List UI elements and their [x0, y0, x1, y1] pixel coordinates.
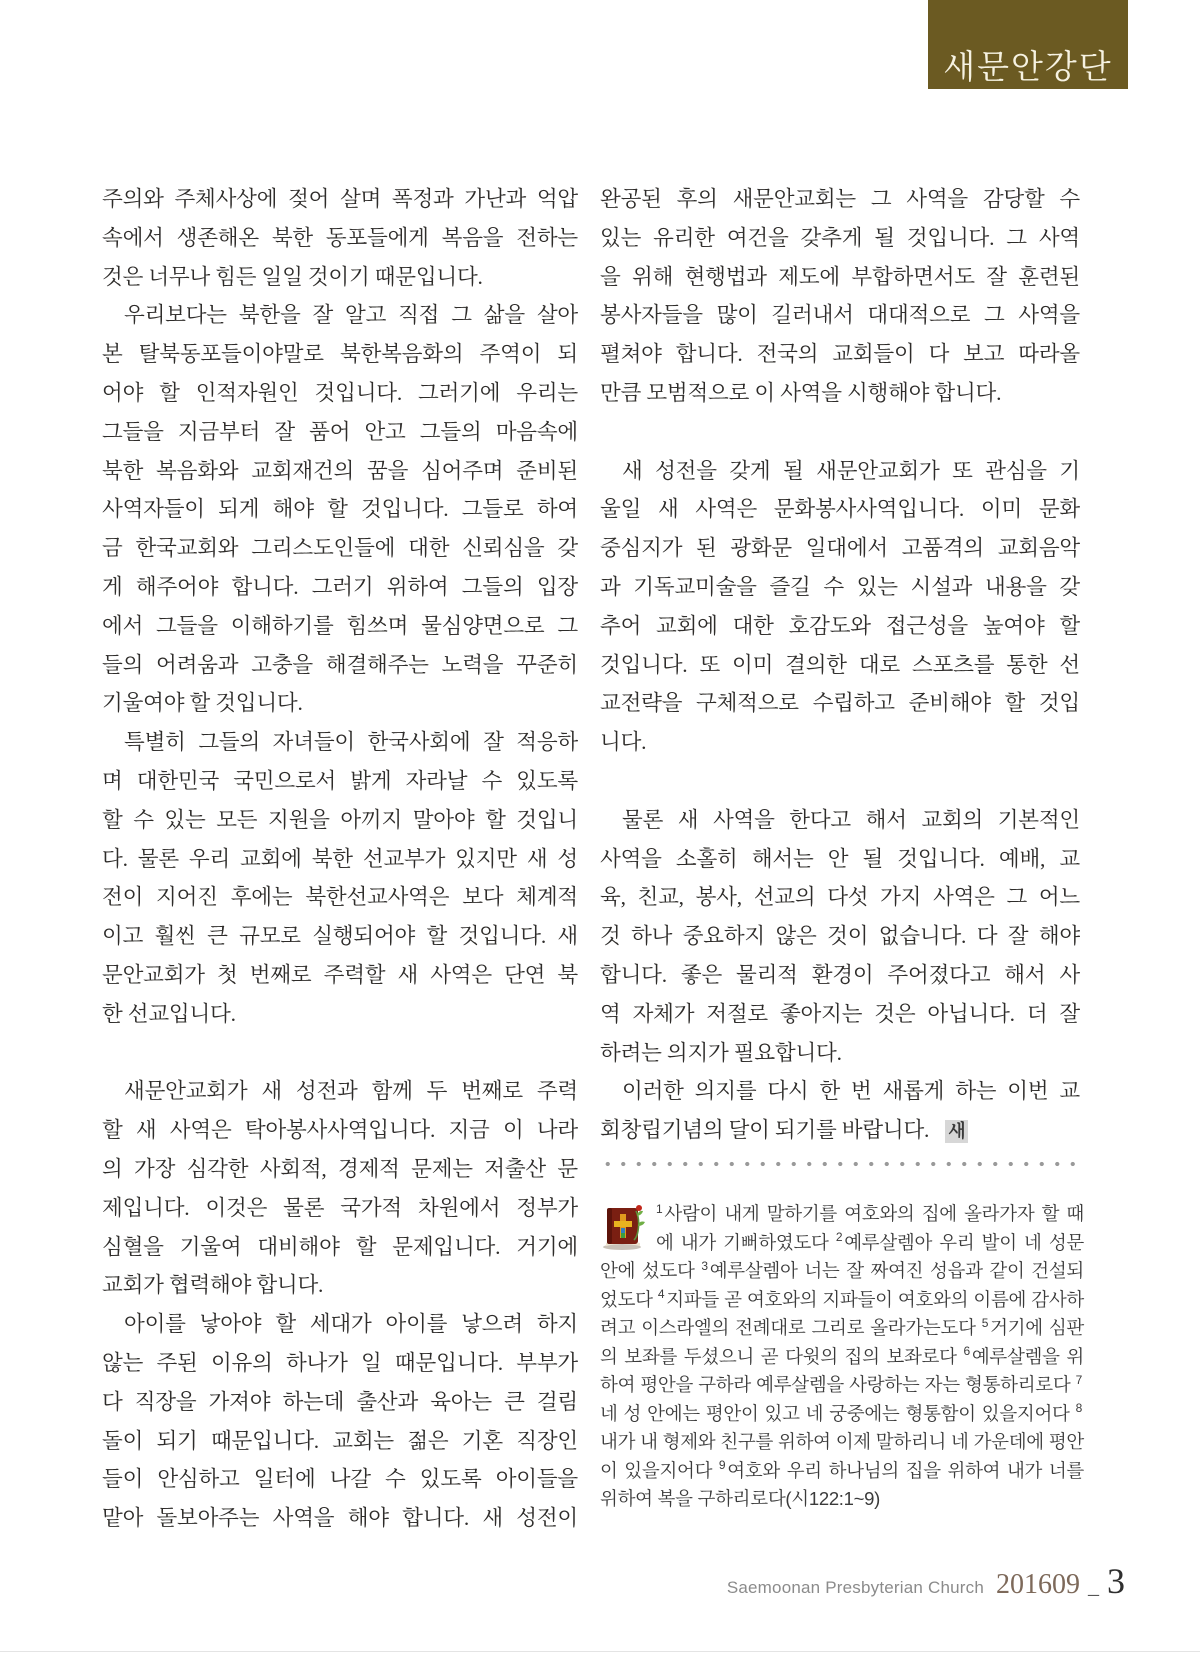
verse-number: 1: [656, 1201, 663, 1216]
end-mark: 새: [945, 1120, 968, 1143]
verse-text: 예루살렘아 너는 잘 짜여진 성읍과 같이 건설되었도다: [600, 1260, 1084, 1310]
body-text-line: 들의 어려움과 고충을 해결해주는 노력을 꾸준히: [102, 652, 578, 677]
article-column-left: [102, 180, 578, 1538]
body-text-line: 본 탈북동포들이야말로 북한복음화의 주역이 되: [102, 342, 578, 367]
verse-text: 예루살렘아 우리 발이 네 성문 안에 섰도다: [600, 1231, 1084, 1281]
body-text-line: 전이 지어진 후에는 북한선교사역은 보다 체계적: [102, 885, 578, 910]
body-text-line: 역 자체가 저절로 좋아지는 것은 아닙니다. 더 잘: [600, 1001, 1080, 1026]
scripture-reference: (시122:1~9): [785, 1488, 880, 1509]
verse-number: 3: [701, 1258, 708, 1273]
body-text-line: 며 대한민국 국민으로서 밝게 자라날 수 있도록: [102, 768, 578, 793]
body-text-line: 있는 유리한 여건을 갖추게 될 것입니다. 그 사역: [600, 225, 1080, 250]
body-text-line: 어야 할 인적자원인 것입니다. 그러기에 우리는: [102, 380, 578, 405]
verse-text: 사람이 내게 말하기를 여호와의 집에 올라가자 할 때에 내가 기뻐하였도다: [656, 1203, 1084, 1253]
verse-text: 네 성 안에는 평안이 있고 네 궁중에는 형통함이 있을지어다: [600, 1402, 1076, 1424]
body-text-line: 회창립기념의 달이 되기를 바랍니다. 새: [600, 1111, 1080, 1150]
scripture-text: [600, 1203, 1084, 1509]
body-text-line: 합니다. 좋은 물리적 환경이 주어졌다고 해서 사: [600, 962, 1080, 987]
article-column-right: [600, 180, 1080, 1150]
body-text-line: 주의와 주체사상에 젖어 살며 폭정과 가난과 억압: [102, 187, 578, 211]
verse-number: 8: [1075, 1401, 1082, 1416]
paragraph-gap: [600, 413, 1080, 452]
body-text-line: 것은 너무나 힘든 일일 것이기 때문입니다.: [102, 264, 483, 289]
page-footer: [726, 1561, 1125, 1601]
scripture-block: [600, 1200, 1084, 1514]
body-text-line: 할 수 있는 모든 지원을 아끼지 말아야 할 것입니: [102, 807, 578, 832]
verse-number: 7: [1075, 1372, 1082, 1387]
body-text-line: 추어 교회에 대한 호감도와 접근성을 높여야 할: [600, 613, 1080, 638]
body-text-line: 돌이 되기 때문입니다. 교회는 젊은 기혼 직장인: [102, 1428, 578, 1453]
body-text-line: 제입니다. 이것은 물론 국가적 차원에서 정부가: [102, 1195, 578, 1220]
page-bottom-edge: [0, 1651, 1200, 1652]
body-text-line: 이러한 의지를 다시 한 번 새롭게 하는 이번 교: [622, 1079, 1080, 1104]
body-text-line: 중심지가 된 광화문 일대에서 고품격의 교회음악: [600, 536, 1080, 561]
verse-number: 9: [718, 1458, 726, 1473]
body-text-line: 펼쳐야 합니다. 전국의 교회들이 다 보고 따라올: [600, 342, 1080, 367]
verse-number: 6: [963, 1344, 970, 1359]
body-text-line: 물론 새 사역을 한다고 해서 교회의 기본적인: [622, 807, 1080, 832]
body-text-line: 의 가장 심각한 사회적, 경제적 문제는 저출산 문: [102, 1156, 578, 1181]
body-text-line: 우리보다는 북한을 잘 알고 직접 그 삶을 살아: [124, 303, 578, 328]
body-text-line: 육, 친교, 봉사, 선교의 다섯 가지 사역은 그 어느: [600, 885, 1080, 910]
body-text-line: 이고 훨씬 큰 규모로 실행되어야 할 것입니다. 새: [102, 924, 578, 949]
body-text-line: 새문안교회가 새 성전과 함께 두 번째로 주력: [124, 1079, 578, 1104]
footer-church-name: Saemoonan Presbyterian Church: [726, 1578, 984, 1597]
body-text-line: 것 하나 중요하지 않은 것이 없습니다. 다 잘 해야: [600, 924, 1080, 949]
verse-text: 거기에 심판의 보좌를 두셨으니 곧 다윗의 집의 보좌로다: [600, 1317, 1084, 1367]
body-text-line: 들이 안심하고 일터에 나갈 수 있도록 아이들을: [102, 1467, 578, 1492]
body-text-line: 아이를 낳아야 할 세대가 아이를 낳으려 하지: [124, 1312, 578, 1337]
body-text-line: 교전략을 구체적으로 수립하고 준비해야 할 것입: [600, 691, 1080, 716]
body-text-line: 기울여야 할 것입니다.: [102, 691, 303, 716]
body-text-line: 을 위해 현행법과 제도에 부합하면서도 잘 훈련된: [600, 264, 1080, 289]
body-text-line: 사역을 소홀히 해서는 안 될 것입니다. 예배, 교: [600, 846, 1080, 871]
body-text-line: 과 기독교미술을 즐길 수 있는 시설과 내용을 갖: [600, 574, 1080, 599]
body-text-line: 교회가 협력해야 합니다.: [102, 1273, 324, 1298]
body-text-line: 만큼 모범적으로 이 사역을 시행해야 합니다.: [600, 380, 1002, 405]
dotted-separator: [600, 1161, 1082, 1167]
body-text-line: 봉사자들을 많이 길러내서 대대적으로 그 사역을: [600, 303, 1080, 328]
section-badge-label: 새문안강단: [943, 48, 1113, 85]
body-text-line: 사역자들이 되게 해야 할 것입니다. 그들로 하여: [102, 497, 578, 522]
body-text-line: 않는 주된 이유의 하나가 일 때문입니다. 부부가: [102, 1350, 578, 1375]
footer-issue-number: 201609: [996, 1569, 1080, 1600]
body-text-line: 것입니다. 또 이미 결의한 대로 스포츠를 통한 선: [600, 652, 1080, 677]
body-text-line: 완공된 후의 새문안교회는 그 사역을 감당할 수: [600, 187, 1080, 211]
body-text-line: 울일 새 사역은 문화봉사사역입니다. 이미 문화: [600, 497, 1080, 522]
body-text-line: 게 해주어야 합니다. 그러기 위하여 그들의 입장: [102, 574, 578, 599]
bible-book-icon: [600, 1202, 646, 1252]
paragraph-gap: [102, 1034, 578, 1073]
verse-number: 4: [657, 1287, 665, 1302]
verse-number: 5: [981, 1315, 989, 1330]
body-text-line: 한 선교입니다.: [102, 1001, 236, 1026]
footer-separator: _: [1088, 1573, 1099, 1598]
body-text-line: 하려는 의지가 필요합니다.: [600, 1040, 842, 1065]
body-text-line: 니다.: [600, 730, 647, 755]
verse-text: 여호와 우리 하나님의 집을 위하여 내가 너를 위하여 복을 구하리로다: [600, 1459, 1084, 1509]
verse-text: 예루살렘을 위하여 평안을 구하라 예루살렘을 사랑하는 자는 형통하리로다: [600, 1345, 1084, 1395]
body-text-line: 문안교회가 첫 번째로 주력할 새 사역은 단연 북: [102, 962, 578, 987]
paragraph-gap: [600, 762, 1080, 801]
body-text-line: 북한 복음화와 교회재건의 꿈을 심어주며 준비된: [102, 458, 578, 483]
body-text-line: 심혈을 기울여 대비해야 할 문제입니다. 거기에: [102, 1234, 578, 1259]
body-text-line: 맡아 돌보아주는 사역을 해야 합니다. 새 성전이: [102, 1506, 578, 1531]
body-text-line: 다. 물론 우리 교회에 북한 선교부가 있지만 새 성: [102, 846, 578, 871]
verse-text: 지파들 곧 여호와의 지파들이 여호와의 이름에 감사하려고 이스라엘의 전례대로 그리로 올라가는도다: [600, 1288, 1084, 1338]
body-text-line: 그들을 지금부터 잘 품어 안고 그들의 마음속에: [102, 419, 578, 444]
body-text-line: 할 새 사역은 탁아봉사사역입니다. 지금 이 나라: [102, 1118, 578, 1143]
footer-page-number: 3: [1107, 1561, 1125, 1601]
body-text-line: 금 한국교회와 그리스도인들에 대한 신뢰심을 갖: [102, 536, 578, 561]
verse-number: 2: [835, 1230, 843, 1245]
body-text-line: 특별히 그들의 자녀들이 한국사회에 잘 적응하: [124, 730, 578, 755]
body-text-line: 새 성전을 갖게 될 새문안교회가 또 관심을 기: [622, 458, 1080, 483]
verse-text: 내가 내 형제와 친구를 위하여 이제 말하리니 네 가운데에 평안이 있을지어다: [600, 1431, 1084, 1481]
body-text-line: 다 직장을 가져야 하는데 출산과 육아는 큰 걸림: [102, 1389, 578, 1414]
section-badge: [928, 0, 1128, 89]
body-text-line: 속에서 생존해온 북한 동포들에게 복음을 전하는: [102, 225, 578, 250]
body-text-line: 에서 그들을 이해하기를 힘쓰며 물심양면으로 그: [102, 613, 578, 638]
